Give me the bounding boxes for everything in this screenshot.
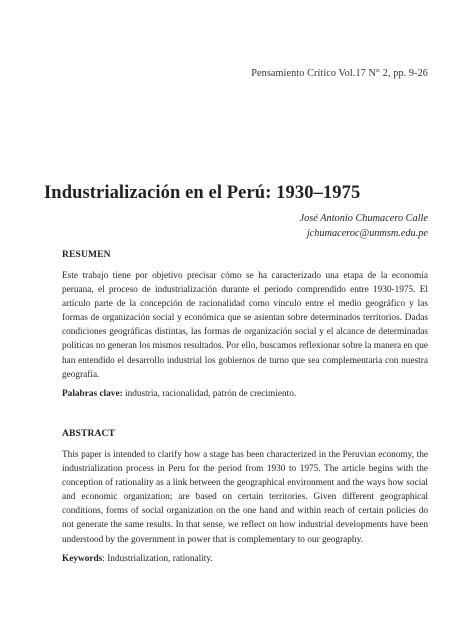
resumen-body: Este trabajo tiene por objetivo precisar cómo se ha caracterizado una etapa de la economía peruana, el proceso de industrialización durante el periodo comprendido entre 1930-1975. El artículo parte de la concepción de racionalidad como vínculo entre el medio geográfico y las formas de organización social y económica que se asientan sobre determinados territorios. Dadas condiciones geográficas distintas, las formas de organización social y el alcance de determinadas políticas no generan los mismos resultados. Por ello, buscamos reflexionar sobre la manera en que han entendido el desarrollo industrial los gobiernos de turno que sea complementaria con nuestra geografía.: [62, 271, 428, 380]
author-email[interactable]: jchumaceroc@unmsm.edu.pe: [306, 227, 428, 239]
author-block: [300, 212, 428, 241]
resumen-keywords: [62, 388, 428, 401]
abstract-keywords: [62, 553, 428, 566]
resumen-heading: RESUMEN: [62, 249, 111, 260]
abstract-heading: ABSTRACT: [62, 428, 116, 439]
resumen-keywords-label: Palabras clave:: [62, 388, 123, 399]
journal-citation: Pensamiento Crítico Vol.17 N° 2, pp. 9-26: [251, 68, 428, 79]
abstract-keywords-label: Keywords: [62, 553, 103, 564]
abstract-body: This paper is intended to clarify how a stage has been characterized in the Peruvian economy, the industrialization process in Peru for the period from 1930 to 1975. The article begins with the conception of rationality as a link between the geographical environment and the ways how social and economic organization; are based on certain territories. Given different geographical conditions, forms of social organization on the one hand and within reach of certain policies do not generate the same results. In that sense, we reflect on how industrial developments have been understood by the government in power that is complementary to our geography.: [62, 450, 428, 545]
abstract-keywords-values: : Industrialization, rationality.: [102, 553, 213, 564]
resumen-keywords-values: industria, racionalidad, patrón de crecimiento.: [122, 388, 297, 399]
abstract-section: [62, 428, 428, 566]
resumen-section: [62, 249, 428, 401]
author-name: José Antonio Chumacero Calle: [299, 213, 428, 224]
article-title: Industrialización en el Perú: 1930–1975: [44, 183, 361, 203]
